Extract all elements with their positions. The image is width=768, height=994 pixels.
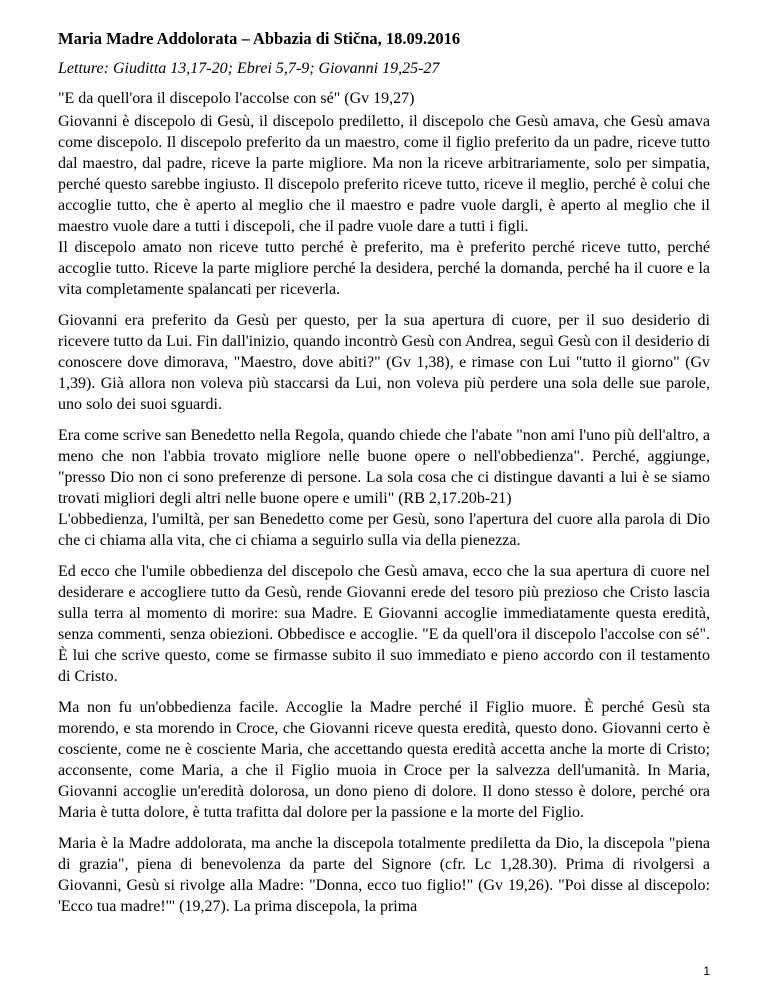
readings-line: Letture: Giuditta 13,17-20; Ebrei 5,7-9; Giovanni 19,25-27 — [58, 60, 440, 77]
paragraph-3: Giovanni era preferito da Gesù per questo, per la sua apertura di cuore, per il suo desiderio di ricevere tutto da Lui. Fin dall'inizio, quando incontrò Gesù con Andrea, seguì Gesù con il desiderio di conoscere dove dimorava, "Maestro, dove abiti?" (Gv 1,38), e rimase con Lui "tutto il giorno" (Gv 1,39). Già allora non voleva più staccarsi da Lui, non voleva più perdere una sola delle sue parole, uno solo dei suoi sguardi. — [58, 312, 710, 413]
page-number: 1 — [703, 964, 710, 978]
paragraph-6: Ed ecco che l'umile obbedienza del discepolo che Gesù amava, ecco che la sua apertura di cuore nel desiderare e accogliere tutto da Gesù, rende Giovanni erede del tesoro più prezioso che Cristo lascia sulla terra al momento di morire: sua Madre. E Giovanni accoglie immediatamente questa eredità, senza commenti, senza obiezioni. Obbedisce e accoglie. "E da quell'ora il discepolo l'accolse con sé". È lui che scrive questo, come se firmasse subito il suo immediato e pieno accordo con il testamento di Cristo. — [58, 563, 710, 685]
document-title: Maria Madre Addolorata – Abbazia di Stična, 18.09.2016 — [58, 29, 461, 48]
paragraph-7: Ma non fu un'obbedienza facile. Accoglie la Madre perché il Figlio muore. È perché Gesù sta morendo, e sta morendo in Croce, che Giovanni riceve questa eredità, questo dono. Giovanni certo è cosciente, come ne è cosciente Maria, che accettando questa eredità accetta anche la morte di Cristo; acconsente, come Maria, a che il Figlio muoia in Croce per la salvezza dell'umanità. In Maria, Giovanni accoglie un'eredità dolorosa, un dono pieno di dolore. Il dono stesso è dolore, perché ora Maria è tutta dolore, è tutta trafitta dal dolore per la passione e la morte del Figlio. — [58, 699, 710, 821]
paragraph-5: L'obbedienza, l'umiltà, per san Benedetto come per Gesù, sono l'apertura del cuore alla parola di Dio che ci chiama alla vita, che ci chiama a seguirlo sulla via della pienezza. — [58, 511, 710, 549]
paragraph-8: Maria è la Madre addolorata, ma anche la discepola totalmente prediletta da Dio, la discepola "piena di grazia", piena di benevolenza da parte del Signore (cfr. Lc 1,28.30). Prima di rivolgersi a Giovanni, Gesù si rivolge alla Madre: "Donna, ecco tuo figlio!" (Gv 19,26). "Poi disse al discepolo: 'Ecco tua madre!'" (19,27). La prima discepola, la prima — [58, 835, 710, 915]
paragraph-1: Giovanni è discepolo di Gesù, il discepolo prediletto, il discepolo che Gesù amava, che Gesù amava come discepolo. Il discepolo preferito da un maestro, come il figlio preferito da un padre, riceve tutto dal maestro, dal padre, riceve la parte migliore. Ma non la riceve arbitrariamente, solo per simpatia, perché questo sarebbe ingiusto. Il discepolo preferito riceve tutto, riceve il meglio, perché è colui che accoglie tutto, che è aperto al meglio che il maestro e padre vuole dargli, è aperto al meglio che il maestro vuole dare a tutti i discepoli, che il padre vuole dare a tutti i figli. — [58, 113, 710, 235]
paragraph-2: Il discepolo amato non riceve tutto perché è preferito, ma è preferito perché riceve tutto, perché accoglie tutto. Riceve la parte migliore perché la desidera, perché la domanda, perché ha il cuore e la vita completamente spalancati per riceverla. — [58, 239, 710, 298]
epigraph-quote: "E da quell'ora il discepolo l'accolse con sé" (Gv 19,27) — [58, 90, 415, 107]
document-page — [58, 28, 710, 927]
paragraph-4: Era come scrive san Benedetto nella Regola, quando chiede che l'abate "non ami l'uno più dell'altro, a meno che non l'abbia trovato migliore nelle buone opere o nell'obbedienza". Perché, aggiunge, "presso Dio non ci sono preferenze di persone. La sola cosa che ci distingue davanti a lui è se siamo trovati migliori degli altri nelle buone opere e umili" (RB 2,17.20b-21) — [58, 427, 710, 507]
